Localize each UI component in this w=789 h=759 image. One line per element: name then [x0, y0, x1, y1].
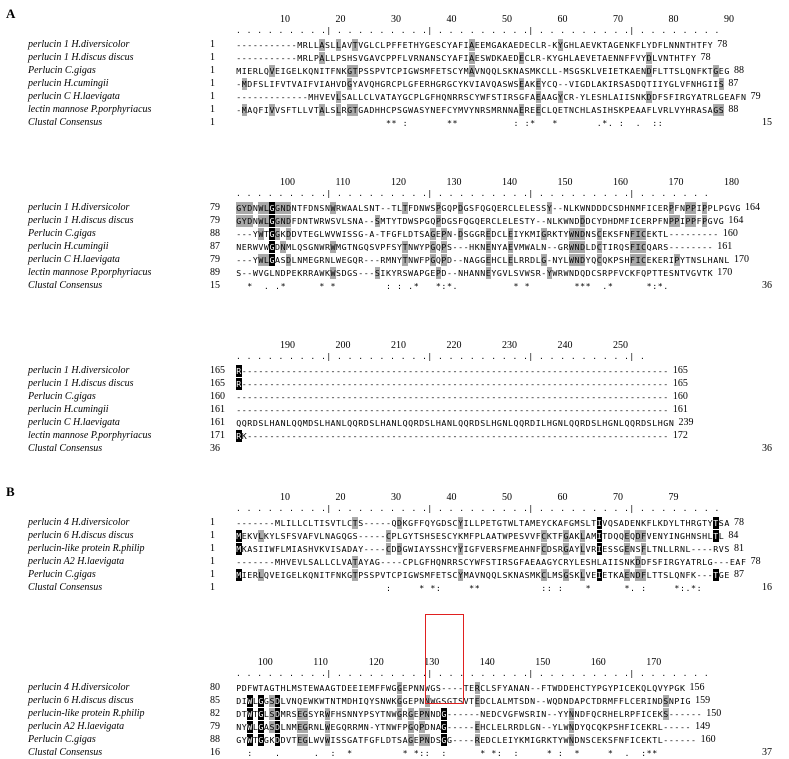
start-position: 79: [210, 254, 220, 265]
ruler-number: 30: [390, 492, 401, 503]
sequence-name: perlucin-like protein R.philip: [28, 708, 145, 719]
start-position: 1: [210, 39, 215, 50]
ruler-number: 40: [446, 14, 457, 25]
end-position: 78: [717, 39, 728, 50]
sequence-residues: GYDNWLGGNDNTFDNSNWRWAALSNT--TLTFDNWSPGQPDGSFQGQERCLELESSY--NLKWNDDDCSDHNMFICERPFNPPIPPLPGVG: [236, 203, 741, 213]
start-position: 16: [210, 747, 220, 758]
end-position: 160: [672, 391, 688, 402]
sequence-name: perlucin A2 H.laevigata: [28, 721, 125, 732]
start-position: 1: [210, 556, 215, 567]
sequence-name: lectin mannose P.porphyriacus: [28, 267, 152, 278]
ruler-number: 70: [612, 14, 623, 25]
end-position: 78: [750, 556, 761, 567]
sequence-residues: MIERLQVEIGELKQNITFNKGTPSSPVTCPIGWSMFETSCYMAVNQQLSKNASMKCLMSGSKLVEIETKAENDFLTTSLQNFK---TGE: [236, 570, 730, 580]
panel-label-b: B: [6, 484, 15, 499]
tick-marks: . . . . . . . . .| . . . . . . . . .| . . . . . . . . .| . . . . . . . . .| . . . . . . . .: [236, 504, 720, 513]
ruler-number: 180: [723, 177, 739, 188]
sequence-name: perlucin H.cumingii: [28, 78, 109, 89]
start-position: 79: [210, 721, 220, 732]
end-position: 239: [678, 417, 694, 428]
ruler-number: 60: [557, 14, 568, 25]
sequence-residues: S--WVGLNDPEKRRAWKWSDGS---SIKYRSWAPGEPD--NHANNEYGVLSVWSR-YWRWNDQDCSRPFVCKFQPTTESNTVGVTK: [236, 268, 713, 278]
ruler-number: 240: [557, 340, 573, 351]
ruler-number: 100: [279, 177, 295, 188]
sequence-residues: -------MHVEVLSALLCLVATAYAG----CPLGFHQNRRSCYWFSTIRSGFAEAAGYCRYLESHLAIISNKDDFSFIRGYATRLG---EAF: [236, 557, 747, 567]
end-position: 15: [762, 117, 772, 128]
start-position: 1: [210, 530, 215, 541]
start-position: 82: [210, 708, 220, 719]
highlight-box: [425, 614, 464, 704]
sequence-name: lectin mannose P.porphyriacus: [28, 430, 152, 441]
end-position: 149: [695, 721, 711, 732]
start-position: 161: [210, 417, 225, 428]
sequence-residues: NERWVWGDNMLQSGNWRWMGTNGQSVPFSYTNWYPGQPS---HKNENYAEVMWALN--GRWNDLDCTIRQSFICQARS--------: [236, 242, 713, 252]
end-position: 150: [706, 708, 722, 719]
ruler-number: 80: [668, 14, 679, 25]
sequence-name: Clustal Consensus: [28, 582, 103, 593]
end-position: 87: [728, 78, 739, 89]
tick-marks: . . . . . . . . .| . . . . . . . . .| . . . . . . . . .| . . . . . . . . .| . . . . . . .: [236, 669, 710, 678]
sequence-name: perlucin H.cumingii: [28, 404, 109, 415]
start-position: 171: [210, 430, 225, 441]
end-position: 84: [728, 530, 739, 541]
sequence-residues: : . . : * * *:: : * *: : * : * * . :**: [247, 748, 658, 758]
ruler-number: 90: [723, 14, 734, 25]
start-position: 1: [210, 117, 215, 128]
end-position: 78: [733, 517, 744, 528]
sequence-residues: QQRDSLHANLQQMDSLHANLQQRDSLHANLQQRDSLHANLQQRDSLHGNLQQRDILHGNLQQRDSLHGNLQQRDSLHGN: [236, 418, 674, 428]
start-position: 1: [210, 517, 215, 528]
sequence-name: perlucin H.cumingii: [28, 241, 109, 252]
start-position: 89: [210, 267, 220, 278]
sequence-name: perlucin 1 H.discus discus: [28, 378, 134, 389]
sequence-name: perlucin 1 H.diversicolor: [28, 365, 130, 376]
sequence-residues: ---YWLGASDLNMEGRNLWEGQR---RMNYTNWFPGQPD--NAGGEHCLELRRDLG-NYLWNDYQCQKPSHFICEKERIPYTNSLHANL: [236, 255, 730, 265]
sequence-name: perlucin C H.laevigata: [28, 417, 120, 428]
end-position: 164: [745, 202, 761, 213]
ruler-number: 10: [279, 492, 290, 503]
ruler-number: 10: [279, 14, 290, 25]
ruler-number: 230: [501, 340, 517, 351]
start-position: 79: [210, 215, 220, 226]
sequence-name: perlucin 1 H.diversicolor: [28, 202, 130, 213]
ruler-number: 79: [668, 492, 679, 503]
start-position: 80: [210, 682, 220, 693]
sequence-residues: MIERLQVEIGELKQNITFNKGTPSSPVTCPIGWSMFETSCYMAVNQQLSKNASMKCLL-MSGSKLVEIETKAENDFLTTSLQNFKTGEG: [236, 66, 730, 76]
sequence-residues: ** : ** : :* * .*. : . ::: [385, 118, 663, 128]
sequence-name: Clustal Consensus: [28, 747, 103, 758]
start-position: 1: [210, 52, 215, 63]
ruler-number: 160: [590, 657, 606, 668]
sequence-residues: -MDFSLIFVTVAIFVIAHVDGYAVQHGRCPLGFERHGRGCYKVIAVQASWSEAKEYCQ--VIGDLAKIRSASDQTIIYGLVFNHGIIS: [236, 79, 724, 89]
sequence-residues: GYDNWLGGNDFDNTWRWSVLSNA--SMTYTDWSPGQPDGSFQGQERCLELESTY--NLKWNDDDCYDHDMFICERPFNPPIPPFPGVG: [236, 216, 724, 226]
start-position: 165: [210, 378, 225, 389]
sequence-name: Perlucin C.gigas: [28, 569, 96, 580]
start-position: 85: [210, 695, 220, 706]
sequence-name: perlucin 4 H.diversicolor: [28, 682, 130, 693]
start-position: 87: [210, 241, 220, 252]
sequence-name: lectin mannose P.porphyriacus: [28, 104, 152, 115]
end-position: 36: [762, 280, 772, 291]
ruler-number: 150: [557, 177, 573, 188]
sequence-residues: R-----------------------------------------------------------------------------: [236, 379, 669, 389]
ruler-number: 140: [479, 657, 495, 668]
sequence-residues: -----------MRLPALLPSHSVGAVCPPFLVRNANSCYAFIAESWDKAEDECLR-KYGHLAEVETAENNFFVYDLVNTHTFY: [236, 53, 697, 63]
ruler-number: 60: [557, 492, 568, 503]
sequence-name: perlucin C H.laevigata: [28, 91, 120, 102]
ruler-number: 190: [279, 340, 295, 351]
sequence-residues: DIWLGGSDLVNQEWKWTNTMDHIQYSNWKGGEPNNWGSGTSVTEDCLALMTSDN--WQDNDAPCTDRMFFLCERINDSNPIG: [236, 696, 691, 706]
end-position: 170: [733, 254, 749, 265]
start-position: 1: [210, 543, 215, 554]
sequence-residues: -----------MRLLASLLAVTVGLCLPFFETHYGESCYAFIAEEMGAKAEDECLR-KYGHLAEVKTAGENKFLYDFLNNNTHTFY: [236, 40, 713, 50]
start-position: 1: [210, 569, 215, 580]
sequence-residues: -------------MHVEVLSALLCLVATAYGCPLGFHQNRRSCYWFSTIRSGFAEAAGYCR-YLESHLAIISNKDDFSFIRGYATRLGEAFN: [236, 92, 747, 102]
sequence-residues: NYWLGASDLNMEGRNLWEGQRRMN-YTNWFPGQPDNAG-----EHCLELRRDLGN--YLWNDYQCQKPSHFICEKRL-----: [236, 722, 691, 732]
end-position: 78: [700, 52, 711, 63]
sequence-name: perlucin 6 H.discus discus: [28, 695, 134, 706]
end-position: 160: [700, 734, 716, 745]
ruler-number: 70: [612, 492, 623, 503]
sequence-residues: RK----------------------------------------------------------------------------: [236, 431, 669, 441]
ruler-number: 200: [335, 340, 351, 351]
sequence-residues: DTWTGLSDMRSEGSYRWFHSNNYPSYTNWGRGEPNNDG------NEDCVGFWSRIN--YYNNDFQCRHELRPFICEKS------: [236, 709, 702, 719]
ruler-number: 130: [446, 177, 462, 188]
ruler-number: 140: [501, 177, 517, 188]
sequence-residues: : * *: ** :: : * *. : *:.*:: [385, 583, 702, 593]
tick-marks: . . . . . . . . .| . . . . . . . . .| . . . . . . . . .| . . . . . . . . .| . . . . . . .: [236, 189, 710, 198]
sequence-residues: PDFWTAGTHLMSTEWAAGTDEEIEMFFWGGEPNNWGS----TERCLSFYANAN--FTWDDEHCTYPGYPICEKQLQVYPGK: [236, 683, 686, 693]
end-position: 161: [672, 404, 688, 415]
sequence-name: perlucin 6 H.discus discus: [28, 530, 134, 541]
end-position: 37: [762, 747, 772, 758]
end-position: 160: [722, 228, 738, 239]
ruler-number: 130: [424, 657, 440, 668]
ruler-number: 150: [535, 657, 551, 668]
sequence-residues: [236, 443, 669, 455]
end-position: 87: [733, 569, 744, 580]
sequence-name: perlucin 1 H.diversicolor: [28, 39, 130, 50]
sequence-residues: R-----------------------------------------------------------------------------: [236, 366, 669, 376]
sequence-residues: -MAQFIVVSFTLLVTALSLRGTGADHHCPSGWASYNEFCYMVYNRSMRNNAEREECLQETNCHLASIHSKPEAAFLVRLVYHRASAGS: [236, 105, 724, 115]
ruler-number: 40: [446, 492, 457, 503]
ruler-number: 250: [612, 340, 628, 351]
ruler-number: 20: [335, 492, 346, 503]
ruler-number: 220: [446, 340, 462, 351]
end-position: 36: [762, 443, 772, 454]
end-position: 81: [733, 543, 744, 554]
sequence-residues: ---YWTGGKDDVTEGLWVWISSG-A-TFGFLDTSAGEPN-DSGGREDCLEIYKMIGRKTYWNDNSCEKSFNFICEKTL---------: [236, 229, 719, 239]
ruler-number: 100: [257, 657, 273, 668]
sequence-residues: MKASIIWFLMIASHVKVISADAY----CDDGWIAYSSHCYYIGFVERSFMEAHNFCDSRGAYLVRIESSGENSFLTNLLRNL----RVS: [236, 544, 730, 554]
sequence-name: Perlucin C.gigas: [28, 391, 96, 402]
ruler-number: 170: [646, 657, 662, 668]
tick-marks: . . . . . . . . .| . . . . . . . . .| . . . . . . . . .| . . . . . . . . .| .: [236, 352, 646, 361]
start-position: 161: [210, 404, 225, 415]
start-position: 160: [210, 391, 225, 402]
start-position: 1: [210, 78, 215, 89]
tick-marks: . . . . . . . . .| . . . . . . . . .| . . . . . . . . .| . . . . . . . . .| . . . . . . . .: [236, 26, 720, 35]
sequence-name: Perlucin C.gigas: [28, 734, 96, 745]
panel-label-a: A: [6, 6, 16, 21]
end-position: 161: [717, 241, 733, 252]
end-position: 88: [733, 65, 744, 76]
sequence-name: Perlucin C.gigas: [28, 65, 96, 76]
sequence-residues: GYWTGGKDDVTEGLWVWISSGATFGFLDTSAGEPNDSGG----REDCLEIYKMIGRKTYWNDNSCEKSFNFICEKTL------: [236, 735, 697, 745]
ruler-number: 120: [368, 657, 384, 668]
end-position: 172: [672, 430, 688, 441]
end-position: 88: [728, 104, 739, 115]
sequence-name: Clustal Consensus: [28, 280, 103, 291]
sequence-name: perlucin 1 H.discus discus: [28, 215, 134, 226]
sequence-name: perlucin A2 H.laevigata: [28, 556, 125, 567]
ruler-number: 50: [501, 492, 512, 503]
end-position: 156: [689, 682, 705, 693]
ruler-number: 50: [501, 14, 512, 25]
sequence-name: perlucin-like protein R.philip: [28, 543, 145, 554]
ruler-number: 30: [390, 14, 401, 25]
start-position: 88: [210, 734, 220, 745]
sequence-name: perlucin 4 H.diversicolor: [28, 517, 130, 528]
sequence-residues: ------------------------------------------------------------------------------: [236, 392, 669, 402]
start-position: 1: [210, 65, 215, 76]
ruler-number: 110: [313, 657, 328, 668]
sequence-residues: -------MLILLCLTISVTLCTS-----QDKGFFQYGDSCYILLPETGTWLTAMEYCKAFGMSLTIVQSADENKFLKDYLTHRGTYTSA: [236, 518, 730, 528]
sequence-name: Clustal Consensus: [28, 443, 103, 454]
ruler-number: 120: [390, 177, 406, 188]
end-position: 165: [672, 365, 688, 376]
start-position: 88: [210, 228, 220, 239]
start-position: 79: [210, 202, 220, 213]
sequence-residues: * . .* * * : : .* *:*. * * *** .* *:*.: [247, 281, 669, 291]
start-position: 1: [210, 582, 215, 593]
end-position: 79: [750, 91, 761, 102]
start-position: 1: [210, 91, 215, 102]
end-position: 16: [762, 582, 772, 593]
sequence-residues: ------------------------------------------------------------------------------: [236, 405, 669, 415]
start-position: 1: [210, 104, 215, 115]
start-position: 15: [210, 280, 220, 291]
sequence-name: perlucin 1 H.discus discus: [28, 52, 134, 63]
ruler-number: 20: [335, 14, 346, 25]
end-position: 165: [672, 378, 688, 389]
sequence-name: perlucin C H.laevigata: [28, 254, 120, 265]
end-position: 164: [728, 215, 744, 226]
sequence-name: Perlucin C.gigas: [28, 228, 96, 239]
sequence-residues: MEKVLKYLSFSVAFVLNAGQGS-----CPLGYTSHSESCYKMFPLAATWPESVVFCKTFGAKLAMITDQQEQDFVENYINGHNSHLTL: [236, 531, 724, 541]
start-position: 36: [210, 443, 220, 454]
ruler-number: 110: [335, 177, 351, 188]
ruler-number: 160: [612, 177, 628, 188]
end-position: 170: [717, 267, 733, 278]
sequence-name: Clustal Consensus: [28, 117, 103, 128]
ruler-number: 210: [390, 340, 406, 351]
ruler-number: 170: [668, 177, 684, 188]
end-position: 159: [695, 695, 711, 706]
start-position: 165: [210, 365, 225, 376]
